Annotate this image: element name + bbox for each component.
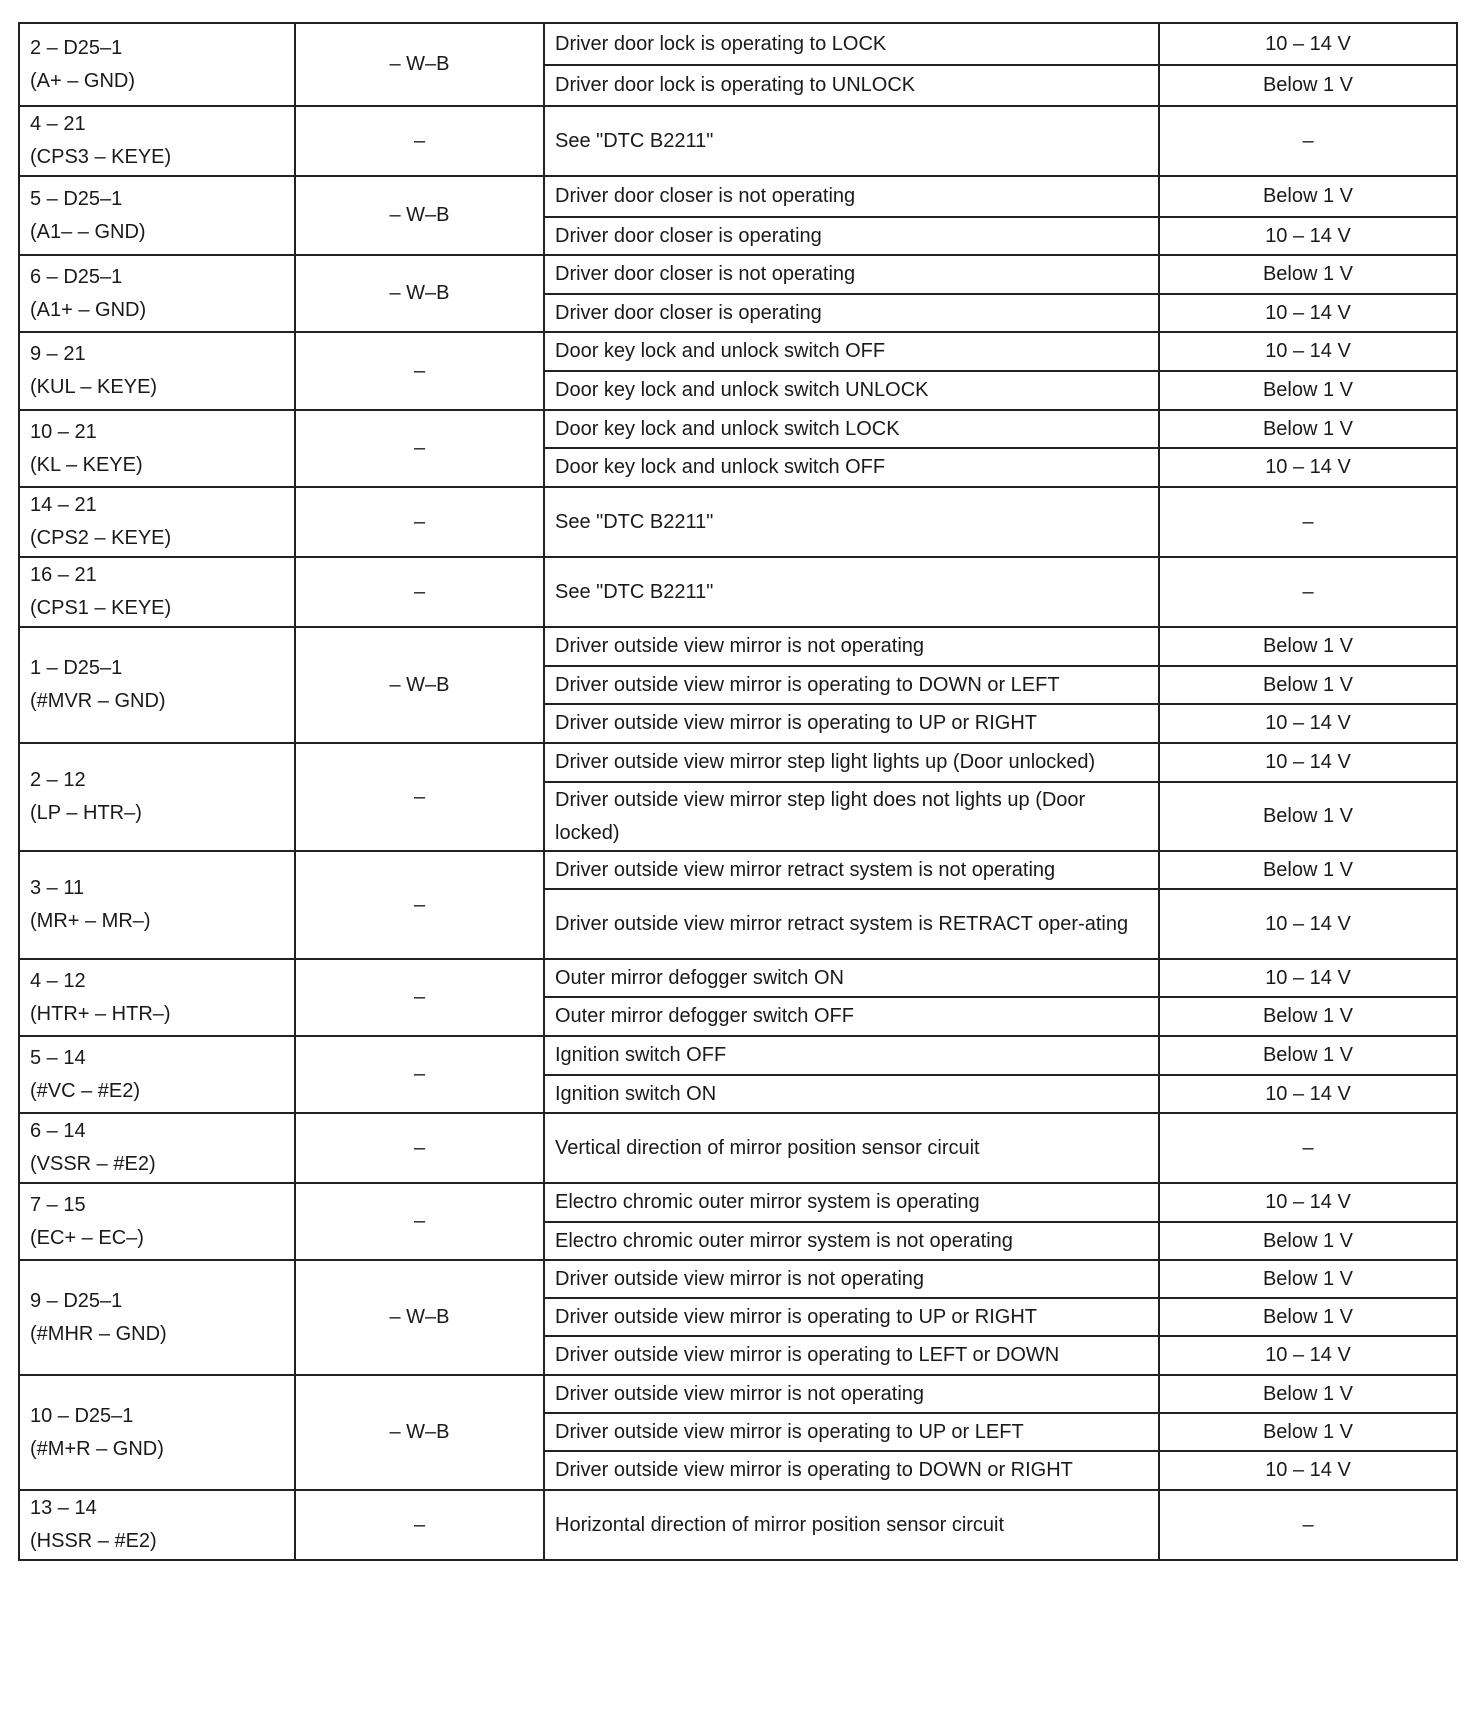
- terminal-symbols: (HSSR – #E2): [30, 1530, 157, 1552]
- table-row: [19, 1036, 1457, 1075]
- specified-condition-cell: –: [1159, 557, 1457, 627]
- condition-cell: Driver outside view mirror is operating to UP or LEFT: [544, 1413, 1159, 1451]
- terminal-pins: 6 – 14: [30, 1120, 86, 1142]
- terminal-symbols: (CPS2 – KEYE): [30, 527, 172, 549]
- specified-condition-cell: 10 – 14 V: [1159, 332, 1457, 371]
- wiring-color-cell: – W–B: [295, 627, 544, 743]
- specified-condition-cell: 10 – 14 V: [1159, 23, 1457, 65]
- specified-condition-cell: 10 – 14 V: [1159, 294, 1457, 332]
- wiring-color-cell: –: [295, 106, 544, 176]
- wiring-color-cell: – W–B: [295, 176, 544, 255]
- terminal-symbols: (HTR+ – HTR–): [30, 1002, 171, 1025]
- specified-condition-cell: Below 1 V: [1159, 851, 1457, 889]
- table-row: [19, 627, 1457, 666]
- condition-cell: Outer mirror defogger switch OFF: [544, 997, 1159, 1036]
- terminal-cell: [19, 106, 295, 176]
- condition-cell: Door key lock and unlock switch LOCK: [544, 410, 1159, 448]
- table-row: [19, 255, 1457, 294]
- terminal-cell: [19, 1183, 295, 1260]
- terminal-cell: [19, 332, 295, 410]
- terminal-symbols: (CPS3 – KEYE): [30, 146, 172, 168]
- table-row: [19, 959, 1457, 997]
- terminal-pins: 7 – 15: [30, 1193, 86, 1216]
- table-body: [19, 23, 1457, 1560]
- terminal-pins: 3 – 11: [30, 877, 85, 899]
- table-row: [19, 1490, 1457, 1560]
- condition-cell: Driver outside view mirror step light does not lights up (Door locked): [544, 782, 1159, 851]
- condition-cell: Driver outside view mirror is operating to UP or RIGHT: [544, 1298, 1159, 1336]
- condition-cell: See "DTC B2211": [544, 487, 1159, 557]
- wiring-color-cell: –: [295, 487, 544, 557]
- table-row: [19, 410, 1457, 448]
- condition-cell: Driver outside view mirror is operating to LEFT or DOWN: [544, 1336, 1159, 1375]
- specified-condition-cell: 10 – 14 V: [1159, 743, 1457, 782]
- condition-cell: Ignition switch ON: [544, 1075, 1159, 1113]
- wiring-color-cell: – W–B: [295, 1375, 544, 1490]
- condition-cell: Driver outside view mirror is operating to DOWN or LEFT: [544, 666, 1159, 704]
- condition-cell: See "DTC B2211": [544, 557, 1159, 627]
- terminal-symbols: (MR+ – MR–): [30, 910, 151, 932]
- wiring-color-cell: –: [295, 743, 544, 851]
- table-row: [19, 23, 1457, 65]
- terminal-cell: [19, 627, 295, 743]
- wiring-color-cell: –: [295, 959, 544, 1036]
- wiring-color-cell: –: [295, 332, 544, 410]
- table-row: [19, 1375, 1457, 1413]
- condition-cell: Electro chromic outer mirror system is operating: [544, 1183, 1159, 1222]
- table-row: [19, 1260, 1457, 1298]
- terminal-symbols: (A1– – GND): [30, 220, 146, 243]
- terminal-cell: [19, 959, 295, 1036]
- condition-cell: Driver door closer is not operating: [544, 255, 1159, 294]
- terminal-symbols: (A1+ – GND): [30, 298, 147, 321]
- terminal-cell: [19, 1490, 295, 1560]
- terminal-voltage-table: [18, 22, 1458, 1561]
- terminal-symbols: (#MHR – GND): [30, 1322, 167, 1345]
- wiring-color-cell: –: [295, 851, 544, 959]
- specified-condition-cell: Below 1 V: [1159, 1036, 1457, 1075]
- terminal-symbols: (#VC – #E2): [30, 1079, 141, 1102]
- specified-condition-cell: Below 1 V: [1159, 1222, 1457, 1260]
- specified-condition-cell: 10 – 14 V: [1159, 1183, 1457, 1222]
- specified-condition-cell: Below 1 V: [1159, 371, 1457, 410]
- specified-condition-cell: Below 1 V: [1159, 782, 1457, 851]
- condition-cell: Driver door lock is operating to UNLOCK: [544, 65, 1159, 106]
- terminal-cell: [19, 1375, 295, 1490]
- specified-condition-cell: Below 1 V: [1159, 1298, 1457, 1336]
- terminal-pins: 9 – D25–1: [30, 1289, 123, 1312]
- condition-cell: Driver outside view mirror step light lights up (Door unlocked): [544, 743, 1159, 782]
- specified-condition-cell: Below 1 V: [1159, 176, 1457, 217]
- terminal-pins: 16 – 21: [30, 564, 97, 586]
- condition-cell: Driver outside view mirror is operating to UP or RIGHT: [544, 704, 1159, 743]
- condition-cell: Driver door closer is not operating: [544, 176, 1159, 217]
- specified-condition-cell: –: [1159, 1113, 1457, 1183]
- terminal-pins: 5 – D25–1: [30, 187, 123, 210]
- terminal-cell: [19, 1113, 295, 1183]
- condition-cell: Door key lock and unlock switch OFF: [544, 448, 1159, 487]
- table-row: [19, 106, 1457, 176]
- specified-condition-cell: 10 – 14 V: [1159, 1336, 1457, 1375]
- terminal-pins: 5 – 14: [30, 1046, 86, 1069]
- terminal-pins: 13 – 14: [30, 1497, 97, 1519]
- table-row: [19, 332, 1457, 371]
- condition-cell: Driver outside view mirror retract system is not operating: [544, 851, 1159, 889]
- terminal-cell: [19, 410, 295, 487]
- wiring-color-cell: –: [295, 410, 544, 487]
- table-row: [19, 851, 1457, 889]
- terminal-pins: 6 – D25–1: [30, 265, 123, 288]
- wiring-color-cell: –: [295, 1036, 544, 1113]
- terminal-symbols: (KUL – KEYE): [30, 376, 158, 398]
- specified-condition-cell: 10 – 14 V: [1159, 704, 1457, 743]
- specified-condition-cell: 10 – 14 V: [1159, 217, 1457, 255]
- specified-condition-cell: Below 1 V: [1159, 255, 1457, 294]
- specified-condition-cell: Below 1 V: [1159, 1375, 1457, 1413]
- table-row: [19, 743, 1457, 782]
- terminal-pins: 2 – 12: [30, 769, 86, 791]
- terminal-symbols: (#M+R – GND): [30, 1437, 164, 1460]
- terminal-cell: [19, 1036, 295, 1113]
- table-row: [19, 557, 1457, 627]
- condition-cell: Driver door lock is operating to LOCK: [544, 23, 1159, 65]
- condition-cell: Driver door closer is operating: [544, 294, 1159, 332]
- terminal-cell: [19, 743, 295, 851]
- condition-cell: Driver outside view mirror is not operating: [544, 1260, 1159, 1298]
- terminal-symbols: (EC+ – EC–): [30, 1226, 144, 1249]
- specified-condition-cell: 10 – 14 V: [1159, 448, 1457, 487]
- terminal-cell: [19, 557, 295, 627]
- wiring-color-cell: – W–B: [295, 255, 544, 332]
- specified-condition-cell: Below 1 V: [1159, 997, 1457, 1036]
- specified-condition-cell: Below 1 V: [1159, 1413, 1457, 1451]
- specified-condition-cell: –: [1159, 1490, 1457, 1560]
- terminal-cell: [19, 851, 295, 959]
- terminal-cell: [19, 176, 295, 255]
- specified-condition-cell: –: [1159, 106, 1457, 176]
- terminal-cell: [19, 1260, 295, 1375]
- condition-cell: Ignition switch OFF: [544, 1036, 1159, 1075]
- terminal-symbols: (KL – KEYE): [30, 453, 143, 476]
- terminal-pins: 2 – D25–1: [30, 36, 123, 59]
- specified-condition-cell: Below 1 V: [1159, 65, 1457, 106]
- condition-cell: Vertical direction of mirror position sensor circuit: [544, 1113, 1159, 1183]
- condition-cell: Driver outside view mirror is operating to DOWN or RIGHT: [544, 1451, 1159, 1490]
- terminal-pins: 1 – D25–1: [30, 657, 123, 679]
- table-row: [19, 1113, 1457, 1183]
- condition-cell: Electro chromic outer mirror system is not operating: [544, 1222, 1159, 1260]
- wiring-color-cell: – W–B: [295, 1260, 544, 1375]
- wiring-color-cell: –: [295, 1490, 544, 1560]
- wiring-color-cell: –: [295, 1183, 544, 1260]
- terminal-pins: 10 – D25–1: [30, 1404, 134, 1427]
- wiring-color-cell: –: [295, 557, 544, 627]
- terminal-symbols: (#MVR – GND): [30, 690, 166, 712]
- specified-condition-cell: 10 – 14 V: [1159, 1075, 1457, 1113]
- terminal-cell: [19, 23, 295, 106]
- terminal-pins: 14 – 21: [30, 494, 97, 516]
- specified-condition-cell: –: [1159, 487, 1457, 557]
- wiring-color-cell: – W–B: [295, 23, 544, 106]
- table-row: [19, 176, 1457, 217]
- specified-condition-cell: Below 1 V: [1159, 666, 1457, 704]
- table-row: [19, 1183, 1457, 1222]
- terminal-symbols: (CPS1 – KEYE): [30, 597, 172, 619]
- specified-condition-cell: Below 1 V: [1159, 627, 1457, 666]
- table-row: [19, 487, 1457, 557]
- condition-cell: Driver door closer is operating: [544, 217, 1159, 255]
- specified-condition-cell: Below 1 V: [1159, 410, 1457, 448]
- terminal-symbols: (LP – HTR–): [30, 802, 142, 824]
- terminal-symbols: (A+ – GND): [30, 69, 136, 92]
- terminal-symbols: (VSSR – #E2): [30, 1153, 156, 1175]
- terminal-pins: 4 – 21: [30, 113, 86, 135]
- terminal-cell: [19, 487, 295, 557]
- condition-cell: Driver outside view mirror is not operating: [544, 627, 1159, 666]
- terminal-pins: 4 – 12: [30, 969, 86, 992]
- terminal-pins: 10 – 21: [30, 420, 97, 443]
- condition-cell: Door key lock and unlock switch OFF: [544, 332, 1159, 371]
- specified-condition-cell: 10 – 14 V: [1159, 959, 1457, 997]
- specified-condition-cell: 10 – 14 V: [1159, 1451, 1457, 1490]
- condition-cell: Horizontal direction of mirror position sensor circuit: [544, 1490, 1159, 1560]
- wiring-color-cell: –: [295, 1113, 544, 1183]
- condition-cell: Door key lock and unlock switch UNLOCK: [544, 371, 1159, 410]
- condition-cell: Driver outside view mirror retract system is RETRACT oper-ating: [544, 889, 1159, 959]
- condition-cell: Outer mirror defogger switch ON: [544, 959, 1159, 997]
- terminal-pins: 9 – 21: [30, 343, 86, 365]
- specified-condition-cell: Below 1 V: [1159, 1260, 1457, 1298]
- condition-cell: Driver outside view mirror is not operating: [544, 1375, 1159, 1413]
- condition-cell: See "DTC B2211": [544, 106, 1159, 176]
- terminal-cell: [19, 255, 295, 332]
- specified-condition-cell: 10 – 14 V: [1159, 889, 1457, 959]
